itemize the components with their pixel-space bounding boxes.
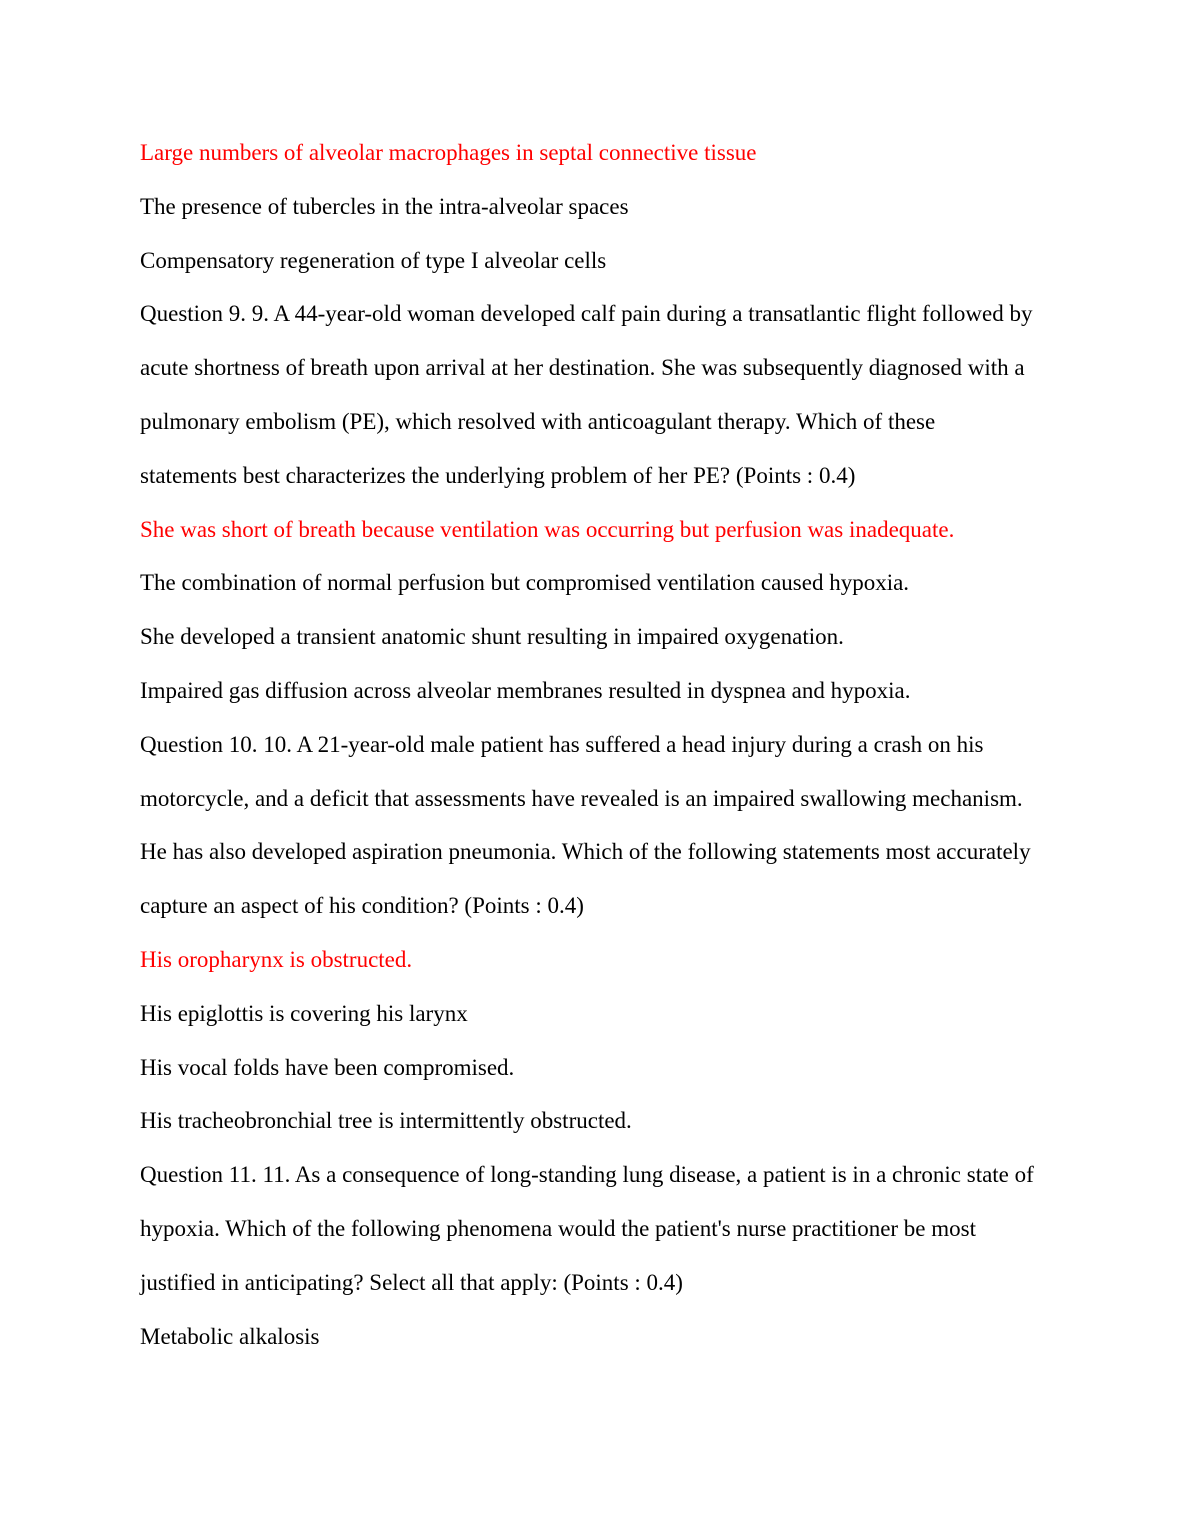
question-9-option-anatomic-shunt: She developed a transient anatomic shunt resulting in impaired oxygenation. [140,624,844,650]
answer-option-type-i-regeneration: Compensatory regeneration of type I alveolar cells [140,247,607,273]
question-9-option-normal-perfusion: The combination of normal perfusion but compromised ventilation caused hypoxia. [140,570,910,596]
answer-option-alveolar-macrophages: Large numbers of alveolar macrophages in septal connective tissue [140,140,757,165]
question-10-text: motorcycle, and a deficit that assessments have revealed is an impaired swallowing mechanism. [140,785,1023,811]
answer-option-tubercles: The presence of tubercles in the intra-alveolar spaces [140,193,629,219]
document-page [140,126,1070,1363]
question-9-text: acute shortness of breath upon arrival at her destination. She was subsequently diagnosed with a [140,355,1025,381]
question-10-text: Question 10. 10. A 21-year-old male patient has suffered a head injury during a crash on his [140,731,984,757]
question-9-text: statements best characterizes the underlying problem of her PE? (Points : 0.4) [140,462,856,488]
question-11-option-metabolic-alkalosis: Metabolic alkalosis [140,1323,320,1349]
question-9-text: Question 9. 9. A 44-year-old woman developed calf pain during a transatlantic flight followed by [140,301,1033,327]
question-11-text: justified in anticipating? Select all that apply: (Points : 0.4) [140,1269,683,1295]
question-10-answer-oropharynx: His oropharynx is obstructed. [140,946,413,972]
question-9-answer-ventilation-perfusion: She was short of breath because ventilation was occurring but perfusion was inadequate. [140,516,955,542]
question-9-option-gas-diffusion: Impaired gas diffusion across alveolar membranes resulted in dyspnea and hypoxia. [140,677,911,703]
question-10-text: He has also developed aspiration pneumonia. Which of the following statements most accurately [140,839,1031,865]
question-9-text: pulmonary embolism (PE), which resolved with anticoagulant therapy. Which of these [140,408,936,434]
question-10-option-tracheobronchial: His tracheobronchial tree is intermittently obstructed. [140,1108,632,1134]
question-11-text: Question 11. 11. As a consequence of long-standing lung disease, a patient is in a chronic state of [140,1162,1034,1188]
question-10-option-epiglottis: His epiglottis is covering his larynx [140,1000,468,1026]
question-11-text: hypoxia. Which of the following phenomena would the patient's nurse practitioner be most [140,1215,976,1241]
question-10-option-vocal-folds: His vocal folds have been compromised. [140,1054,515,1080]
question-10-text: capture an aspect of his condition? (Points : 0.4) [140,893,584,919]
